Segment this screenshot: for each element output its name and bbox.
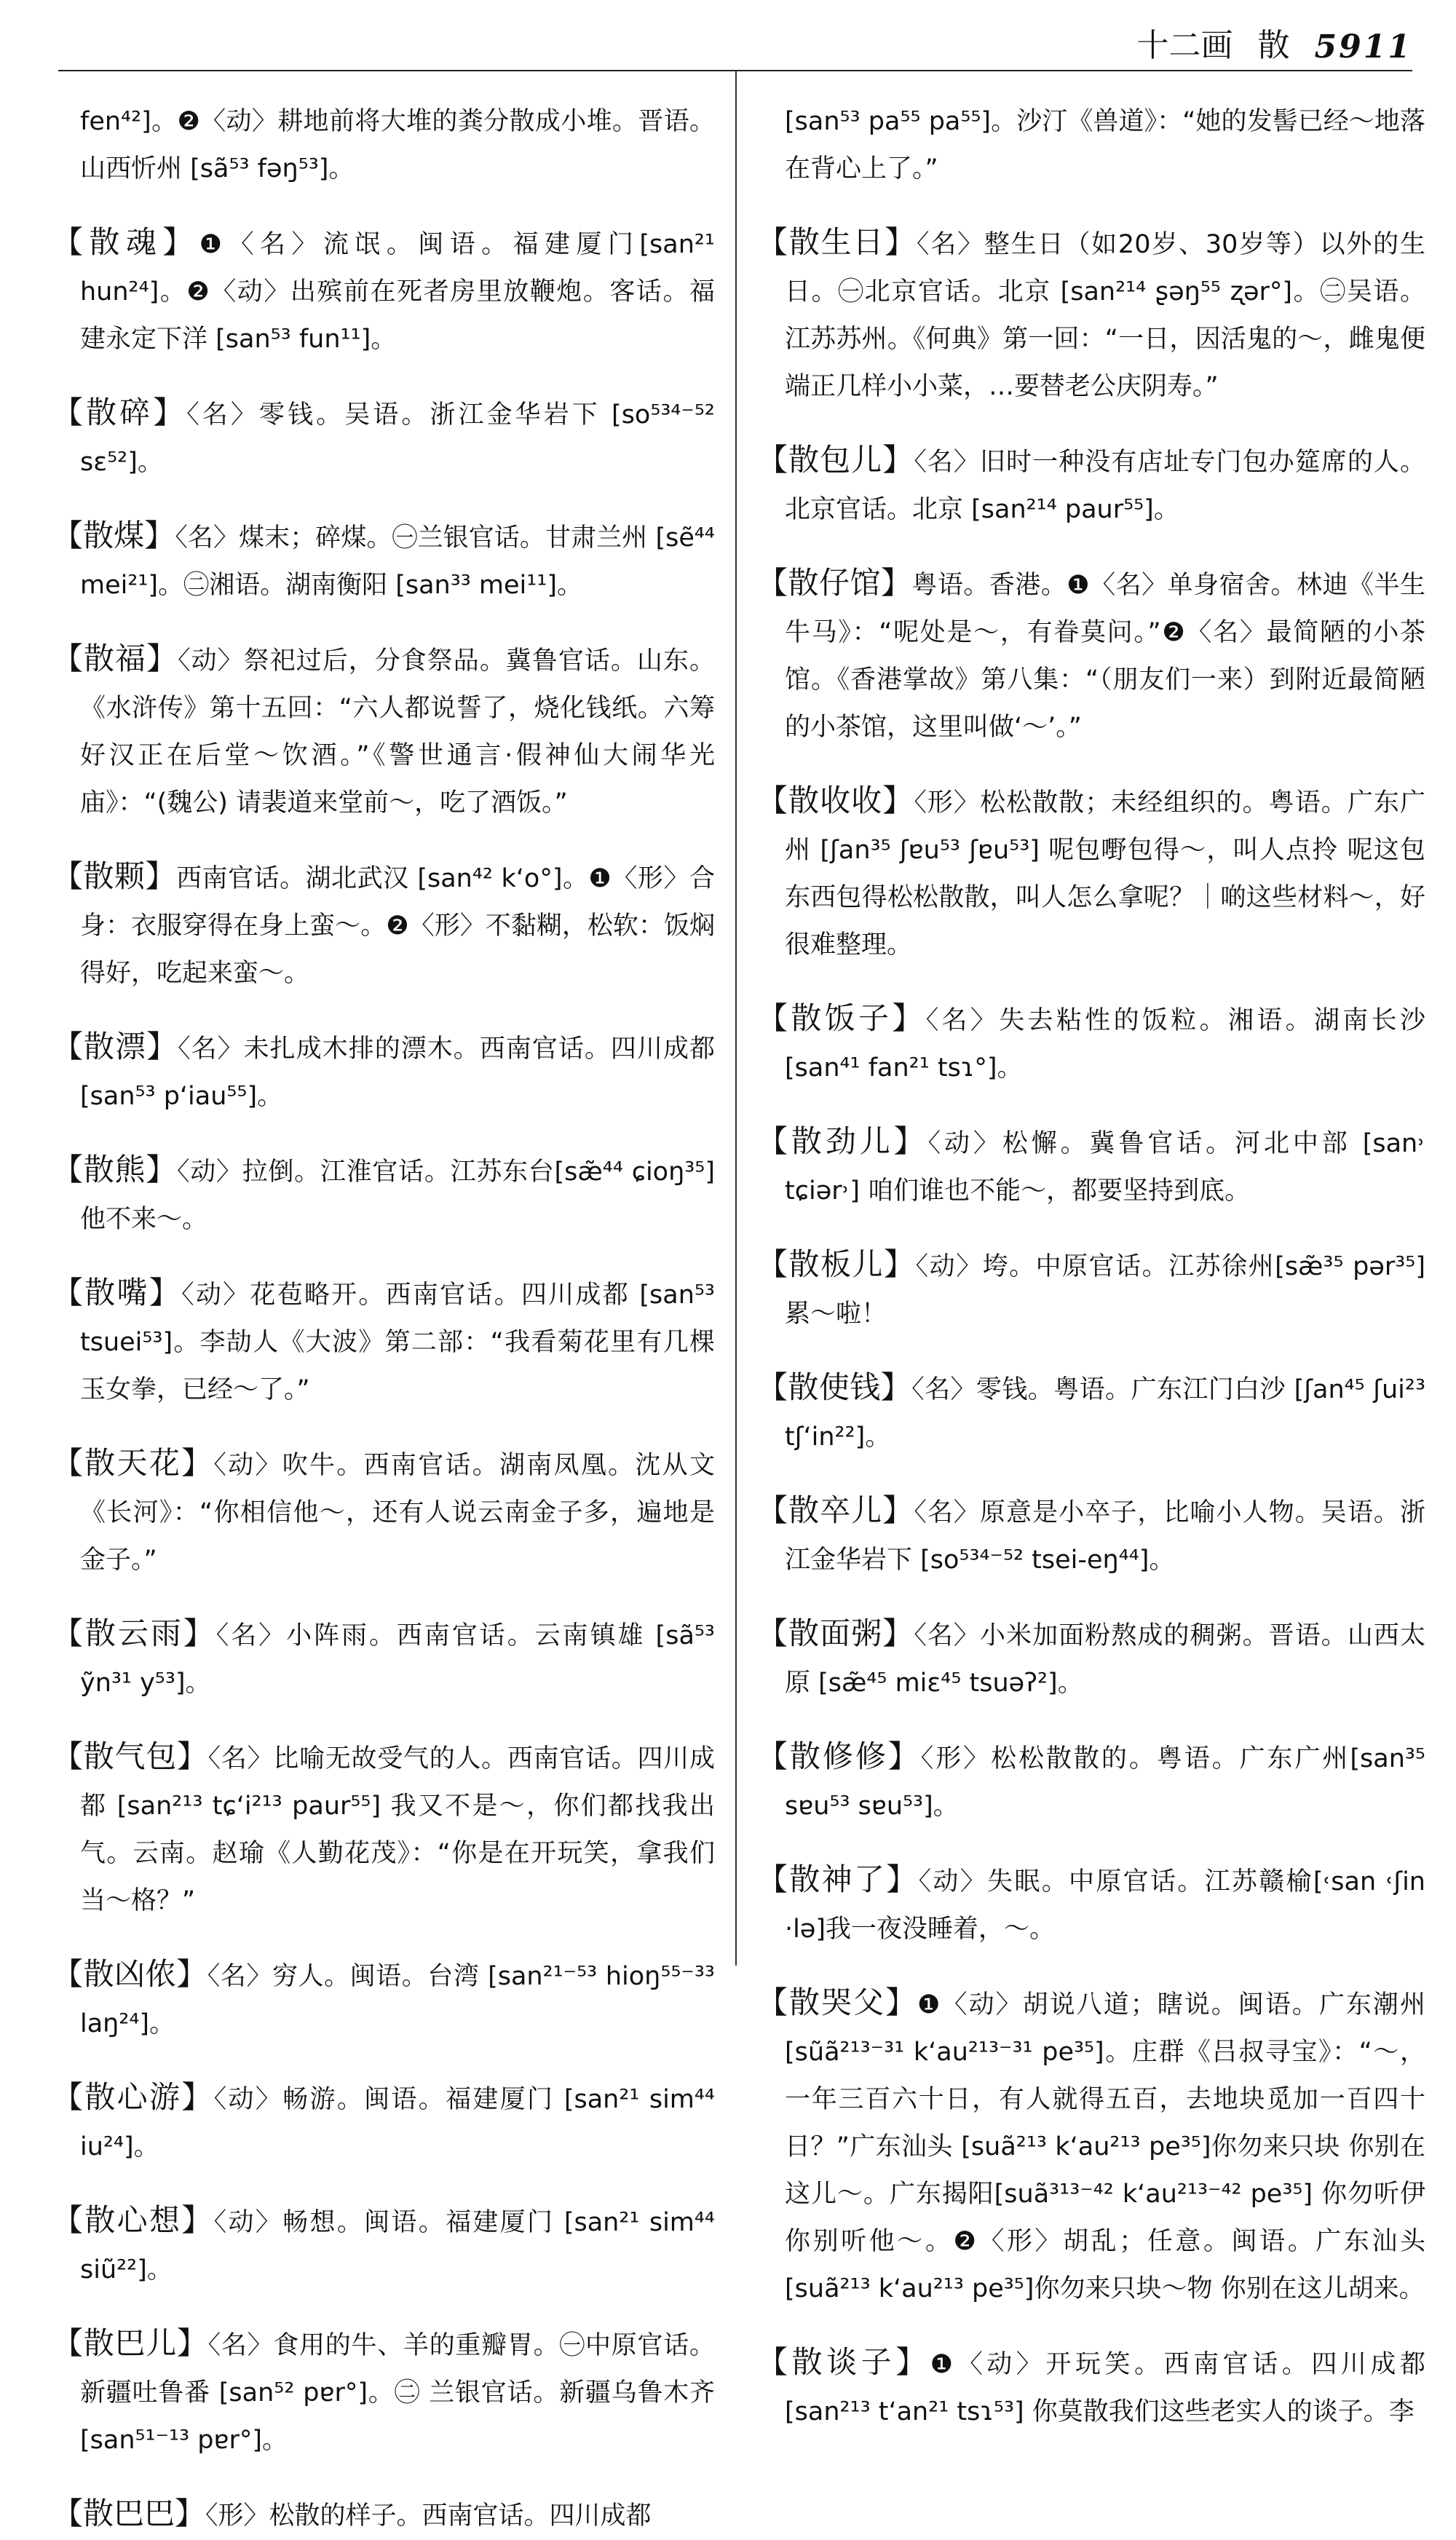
entry-headword: 【 散修修 】 [757, 1738, 921, 1774]
entry-definition: 〈动〉畅想。闽语。福建厦门 [san²¹ sim⁴⁴ siũ²²]。 [80, 2208, 715, 2284]
dictionary-entry [757, 1117, 1425, 1215]
dictionary-entry [757, 1241, 1425, 1338]
page-number: 5911 [1314, 28, 1412, 66]
right-column [757, 73, 1425, 2426]
entry-definition: 〈名〉小阵雨。西南官话。云南镇雄 [sã⁵³ ỹn³¹ y⁵³]。 [80, 1621, 715, 1698]
entry-definition: 〈形〉松松散散的。粤语。广东广州[san³⁵ sɐu⁵³ sɐu⁵³]。 [785, 1744, 1425, 1821]
entry-definition: 〈动〉拉倒。江淮官话。江苏东台[sæ̃⁴⁴ ɕioŋ³⁵] 他不来～。 [80, 1158, 715, 1234]
dictionary-entry [757, 1487, 1425, 1584]
entry-headword: 【 散板儿 】 [757, 1246, 916, 1282]
header-section: 十二画 [1136, 27, 1233, 64]
entry-headword: 【 散天花 】 [52, 1445, 213, 1481]
entry-headword: 【 散饭子 】 [757, 1000, 926, 1036]
dictionary-entry [52, 2319, 715, 2464]
dictionary-entry [52, 2490, 715, 2540]
entry-headword: 【 散神了 】 [757, 1862, 919, 1897]
dictionary-entry [52, 1439, 715, 1584]
entry-definition: 〈名〉比喻无故受气的人。西南官话。四川成都 [san²¹³ tɕ‘i²¹³ paur⁵⁵] 我又不是～，你们都找我出气。云南。赵瑜《人勤花茂》：“你是在开玩笑，拿我们当～格？” [80, 1744, 715, 1915]
left-column [52, 73, 715, 2531]
entry-definition: 〈动〉花苞略开。西南官话。四川成都 [san⁵³ tsuei⁵³]。李劼人《大波》第二部：“我看菊花里有几棵玉女拳，已经～了。” [80, 1281, 715, 1404]
entry-definition: 〈名〉失去粘性的饭粒。湘语。湖南长沙 [san⁴¹ fan²¹ tsɿ°]。 [785, 1006, 1425, 1083]
entry-headword: 【 散凶侬 】 [52, 1956, 207, 1992]
dictionary-entry [52, 1950, 715, 2048]
entry-definition: fen⁴²]。❷〈动〉耕地前将大堆的粪分散成小堆。晋语。山西忻州 [sã⁵³ fəŋ⁵³]。 [80, 107, 715, 183]
dictionary-entry [52, 98, 715, 193]
column-divider [735, 71, 737, 1966]
entry-headword: 【 散谈子 】 [757, 2344, 930, 2380]
entry-headword: 【 散巴巴 】 [52, 2496, 205, 2531]
dictionary-entry [52, 2073, 715, 2171]
dictionary-entry [757, 1610, 1425, 1707]
dictionary-entry [52, 1269, 715, 1414]
entry-definition: 〈名〉零钱。吴语。浙江金华岩下 [so⁵³⁴⁻⁵² sɛ⁵²]。 [80, 400, 715, 477]
dictionary-entry [52, 1023, 715, 1120]
dictionary-entry [757, 777, 1425, 969]
entry-definition: 〈名〉零钱。粤语。广东江门白沙 [ʃan⁴⁵ ʃui²³ tʃ‘in²²]。 [785, 1375, 1425, 1452]
entry-headword: 【 散熊 】 [52, 1152, 177, 1187]
dictionary-entry [52, 512, 715, 609]
entry-headword: 【 散漂 】 [52, 1029, 178, 1064]
dictionary-entry [757, 436, 1425, 534]
entry-headword: 【 散心游 】 [52, 2079, 214, 2115]
entry-definition: 〈动〉畅游。闽语。福建厦门 [san²¹ sim⁴⁴ iu²⁴]。 [80, 2085, 715, 2161]
running-header [58, 20, 1412, 71]
dictionary-entry [757, 1364, 1425, 1461]
entry-definition: 〈名〉旧时一种没有店址专门包办筵席的人。北京官话。北京 [san²¹⁴ paur⁵⁵]。 [785, 448, 1425, 524]
entry-headword: 【 散收收 】 [757, 783, 914, 818]
entry-headword: 【 散煤 】 [52, 518, 175, 553]
dictionary-entry [757, 994, 1425, 1092]
entry-definition: 〈名〉煤末；碎煤。㊀兰银官话。甘肃兰州 [sẽ⁴⁴ mei²¹]。㊁湘语。湖南衡阳 [san³³ mei¹¹]。 [80, 523, 715, 600]
entry-headword: 【 散卒儿 】 [757, 1492, 914, 1528]
dictionary-entry [52, 1733, 715, 1925]
entry-definition: 〈动〉祭祀过后，分食祭品。冀鲁官话。山东。《水浒传》第十五回：“六人都说誓了，烧化钱纸。六筹好汉正在后堂～饮酒。”《警世通言·假神仙大闹华光庙》：“(魏公) 请裴道来堂前～，吃了酒饭。” [80, 646, 715, 818]
entry-headword: 【 散仔馆 】 [757, 565, 911, 601]
dictionary-entry [757, 98, 1425, 193]
entry-definition: 〈形〉松松散散；未经组织的。粤语。广东广州 [ʃan³⁵ ʃɐu⁵³ ʃɐu⁵³] 呢包嘢包得～，叫人点拎 呢这包东西包得松松散散，叫人怎么拿呢？｜啲这些材料～，好很难整理。 [785, 788, 1425, 960]
entry-headword: 【 散颗 】 [52, 858, 176, 894]
entry-headword: 【 散生日 】 [757, 224, 917, 260]
entry-definition: 〈动〉失眠。中原官话。江苏赣榆[˓san ˓ʃin ·lə]我一夜没睡着，～。 [785, 1867, 1425, 1944]
entry-definition: 〈名〉未扎成木排的漂木。西南官话。四川成都 [san⁵³ p‘iau⁵⁵]。 [80, 1034, 715, 1111]
dictionary-entry [757, 1733, 1425, 1830]
entry-headword: 【 散福 】 [52, 641, 178, 676]
dictionary-entry [757, 1979, 1425, 2313]
entry-headword: 【 散碎 】 [52, 395, 186, 430]
dictionary-entry [52, 852, 715, 997]
dictionary-entry [757, 559, 1425, 751]
entry-definition: [san⁵³ pa⁵⁵ pa⁵⁵]。沙汀《兽道》：“她的发髻已经～地落在背心上了。” [785, 107, 1425, 183]
entry-definition: 〈名〉整生日（如20岁、30岁等）以外的生日。㊀北京官话。北京 [san²¹⁴ ʂəŋ⁵⁵ ʐər°]。㊁吴语。江苏苏州。《何典》第一回：“一日，因活鬼的～，雌鬼便端正几样小小菜，…要替老公庆阴寿。” [785, 230, 1425, 401]
entry-headword: 【 散巴儿 】 [52, 2325, 208, 2361]
entry-definition: ❶〈名〉流氓。闽语。福建厦门[san²¹ hun²⁴]。❷〈动〉出殡前在死者房里放鞭炮。客话。福建永定下洋 [san⁵³ fun¹¹]。 [80, 230, 715, 354]
entry-definition: 〈动〉吹牛。西南官话。湖南凤凰。沈从文《长河》：“你相信他～，还有人说云南金子多，遍地是金子。” [80, 1451, 715, 1575]
entry-definition: 〈名〉穷人。闽语。台湾 [san²¹⁻⁵³ hioŋ⁵⁵⁻³³ laŋ²⁴]。 [80, 1962, 715, 2038]
dictionary-entry [757, 1856, 1425, 1953]
header-char: 散 [1257, 27, 1290, 64]
dictionary-entry [757, 2338, 1425, 2436]
entry-definition: 〈形〉松散的样子。西南官话。四川成都 [205, 2501, 652, 2531]
entry-definition: 〈动〉松懈。冀鲁官话。河北中部 [san˒ tɕiər˒] 咱们谁也不能～，都要坚持到底。 [785, 1129, 1425, 1206]
dictionary-entry [52, 218, 715, 363]
entry-definition: 〈名〉原意是小卒子，比喻小人物。吴语。浙江金华岩下 [so⁵³⁴⁻⁵² tsei-eŋ⁴⁴]。 [785, 1498, 1425, 1575]
entry-headword: 【 散哭父 】 [757, 1985, 917, 2020]
entry-headword: 【 散嘴 】 [52, 1275, 181, 1310]
dictionary-entry [52, 2196, 715, 2294]
entry-definition: 〈名〉食用的牛、羊的重瓣胃。㊀中原官话。新疆吐鲁番 [san⁵² pɐr°]。㊁ 兰银官话。新疆乌鲁木齐 [san⁵¹⁻¹³ pɐr°]。 [80, 2331, 715, 2455]
entry-definition: 〈动〉垮。中原官话。江苏徐州[sæ̃³⁵ pər³⁵] 累～啦！ [785, 1252, 1425, 1329]
entry-definition: 粤语。香港。❶〈名〉单身宿舍。林迪《半生牛马》：“呢处是～，有眷莫问。”❷〈名〉最简陋的小茶馆。《香港掌故》第八集：“（朋友们一来）到附近最简陋的小茶馆，这里叫做‘～’。” [785, 571, 1425, 742]
entry-headword: 【 散包儿 】 [757, 442, 914, 478]
dictionary-entry [52, 635, 715, 827]
entry-headword: 【 散气包 】 [52, 1738, 208, 1774]
dictionary-entry [52, 389, 715, 486]
entry-headword: 【 散魂 】 [52, 224, 199, 260]
entry-headword: 【 散心想 】 [52, 2202, 214, 2238]
entry-definition: 〈名〉小米加面粉熬成的稠粥。晋语。山西太原 [sæ̃⁴⁵ miɛ⁴⁵ tsuəʔ²]。 [785, 1621, 1425, 1698]
entry-headword: 【 散面粥 】 [757, 1615, 914, 1651]
entry-headword: 【 散云雨 】 [52, 1615, 216, 1651]
dictionary-entry [52, 1146, 715, 1243]
entry-definition: ❶〈动〉开玩笑。西南官话。四川成都[san²¹³ t‘an²¹ tsɿ⁵³] 你莫散我们这些老实人的谈子。李 [785, 2350, 1425, 2426]
dictionary-entry [52, 1610, 715, 1707]
entry-definition: ❶〈动〉胡说八道；瞎说。闽语。广东潮州 [sũã²¹³⁻³¹ k‘au²¹³⁻³¹ pe³⁵]。庄群《吕叔寻宝》：“～，一年三百六十日，有人就得五百，去地块觅加一百四十日？”广东汕头 [suã²¹³ k‘au²¹³ pe³⁵]你勿来只块 你别在这儿～。广东揭阳[suã³¹³⁻⁴² k‘au²¹³⁻⁴² pe³⁵] 你勿听伊 你别听他～。❷〈形〉胡乱；任意。闽语。广东汕头[suã²¹³ k‘au²¹³ pe³⁵]你勿来只块～物 你别在这儿胡来。 [785, 1990, 1425, 2303]
entry-definition: 西南官话。湖北武汉 [san⁴² k‘o°]。❶〈形〉合身：衣服穿得在身上蛮～。❷〈形〉不黏糊，松软：饭焖得好，吃起来蛮～。 [80, 864, 715, 988]
entry-headword: 【 散使钱 】 [757, 1369, 911, 1405]
dictionary-entry [757, 218, 1425, 411]
entry-headword: 【 散劲儿 】 [757, 1123, 928, 1159]
